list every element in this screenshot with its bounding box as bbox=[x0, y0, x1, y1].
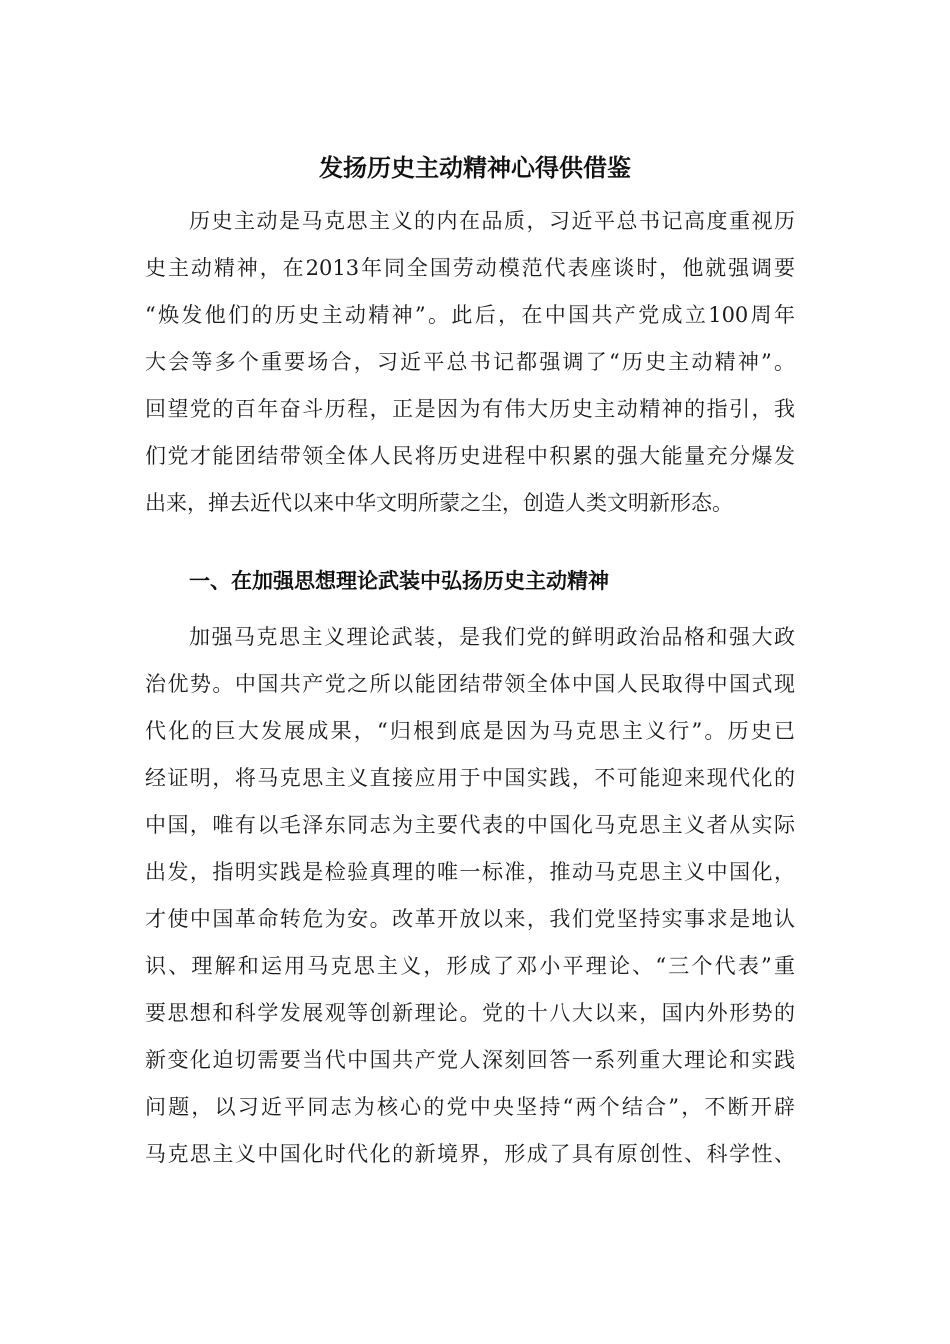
paragraph-line: 大会等多个重要场合，习近平总书记都强调了“历史主动精神”。 bbox=[145, 350, 795, 374]
paragraph-line: 新变化迫切需要当代中国共产党人深刻回答一系列重大理论和实践 bbox=[145, 1048, 795, 1072]
paragraph-line: 加强马克思主义理论武装，是我们党的鲜明政治品格和强大政 bbox=[189, 625, 795, 649]
paragraph-line: 史主动精神，在2013年同全国劳动模范代表座谈时，他就强调要 bbox=[145, 256, 795, 280]
paragraph-line: 中国，唯有以毛泽东同志为主要代表的中国化马克思主义者从实际 bbox=[145, 813, 795, 837]
paragraph-line: 回望党的百年奋斗历程，正是因为有伟大历史主动精神的指引，我 bbox=[145, 397, 795, 421]
paragraph-line: 出来，掸去近代以来中华文明所蒙之尘，创造人类文明新形态。 bbox=[145, 491, 733, 515]
paragraph-line: 出发，指明实践是检验真理的唯一标准，推动马克思主义中国化， bbox=[145, 860, 795, 884]
paragraph-section1 bbox=[145, 614, 795, 1178]
paragraph-line: 马克思主义中国化时代化的新境界，形成了具有原创性、科学性、 bbox=[145, 1142, 795, 1166]
paragraph-line: 识、理解和运用马克思主义，形成了邓小平理论、“三个代表”重 bbox=[145, 954, 795, 978]
paragraph-line: 问题，以习近平同志为核心的党中央坚持“两个结合”，不断开辟 bbox=[145, 1095, 795, 1119]
paragraph-line: 要思想和科学发展观等创新理论。党的十八大以来，国内外形势的 bbox=[145, 1001, 795, 1025]
paragraph-intro bbox=[145, 198, 795, 527]
paragraph-line: 历史主动是马克思主义的内在品质，习近平总书记高度重视历 bbox=[189, 209, 795, 233]
paragraph-line: 才使中国革命转危为安。改革开放以来，我们党坚持实事求是地认 bbox=[145, 907, 795, 931]
document-title: 发扬历史主动精神心得供借鉴 bbox=[319, 153, 631, 182]
paragraph-line: 治优势。中国共产党之所以能团结带领全体中国人民取得中国式现 bbox=[145, 672, 795, 696]
section-heading: 一、在加强思想理论武装中弘扬历史主动精神 bbox=[189, 569, 609, 593]
paragraph-line: 们党才能团结带领全体人民将历史进程中积累的强大能量充分爆发 bbox=[145, 444, 795, 468]
paragraph-line: “焕发他们的历史主动精神”。此后，在中国共产党成立100周年 bbox=[145, 303, 795, 327]
paragraph-line: 经证明，将马克思主义直接应用于中国实践，不可能迎来现代化的 bbox=[145, 766, 795, 790]
paragraph-line: 代化的巨大发展成果，“归根到底是因为马克思主义行”。历史已 bbox=[145, 719, 795, 743]
